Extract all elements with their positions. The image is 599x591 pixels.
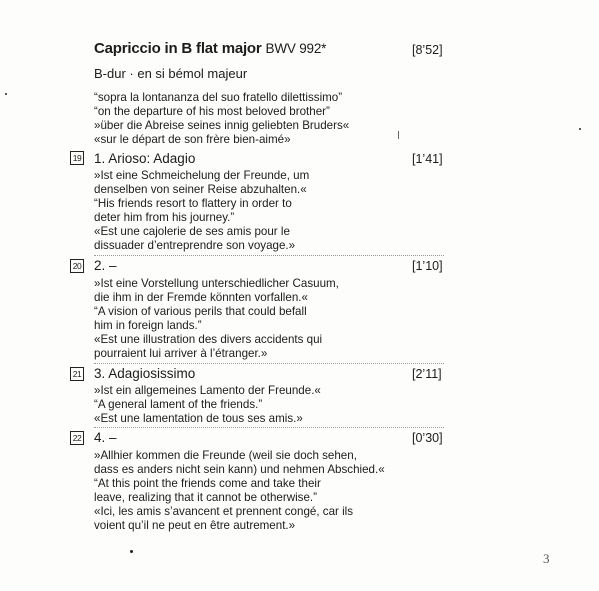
page-number: 3 [543,551,550,566]
track-text-line: “A general lament of the friends.” [94,398,263,411]
track-text-line: »Ist ein allgemeines Lamento der Freunde.« [94,384,321,397]
track-text-line: “At this point the friends come and take their [94,477,321,490]
scan-speck [5,93,7,95]
track-duration: [1’41] [412,152,443,166]
separator [94,363,444,364]
track-text-line: dass es anders nicht sein kann) und nehmen Abschied.« [94,463,385,476]
dedication-line: “on the departure of his most beloved brother” [94,105,330,118]
track-text-line: “His friends resort to flattery in order to [94,197,292,210]
track-text-line: pourraient lui arriver à l’étranger.» [94,347,268,360]
track-title: 4. – [94,430,117,445]
work-subtitle: B-dur · en si bémol majeur [94,66,248,81]
dedication-line: «sur le départ de son frère bien-aimé» [94,133,291,146]
track-text-line: »Allhier kommen die Freunde (weil sie doch sehen, [94,449,357,462]
track-text-line: »Ist eine Vorstellung unterschiedlicher Casuum, [94,277,339,290]
track-text-line: «Est une cajolerie de ses amis pour le [94,225,290,238]
work-title [94,40,326,57]
track-duration: [1’10] [412,259,443,273]
track-text-line: denselben von seiner Reise abzuhalten.« [94,183,307,196]
track-text-line: «Est une illustration des divers accidents qui [94,333,323,346]
track-number-badge: 21 [70,367,84,381]
scan-speck [130,550,133,553]
dedication-line: “sopra la lontananza del suo fratello dilettissimo” [94,91,343,104]
track-text-line: “A vision of various perils that could befall [94,305,307,318]
track-text-line: die ihm in der Fremde könnten vorfallen.« [94,291,308,304]
work-duration: [8’52] [412,43,443,57]
track-number-badge: 22 [70,431,84,445]
scan-speck [398,131,399,139]
track-text-line: «Ici, les amis s’avancent et prennent congé, car ils [94,505,354,518]
track-number-badge: 19 [70,151,84,165]
track-text-line: dissuader d’entreprendre son voyage.» [94,239,296,252]
catalog-number: BWV 992* [265,41,327,56]
track-text-line: voient qu’il ne peut en être autrement.» [94,519,296,532]
dedication-line: »über die Abreise seines innig geliebten Bruders« [94,119,350,132]
track-title: 1. Arioso: Adagio [94,151,196,166]
separator [94,427,444,428]
track-title: 3. Adagiosissimo [94,366,196,381]
track-title: 2. – [94,258,117,273]
track-duration: [0’30] [412,431,443,445]
track-text-line: leave, realizing that it cannot be otherwise.” [94,491,317,504]
track-text-line: «Est une lamentation de tous ses amis.» [94,412,303,425]
track-text-line: deter him from his journey.” [94,211,235,224]
separator [94,255,444,256]
track-duration: [2’11] [412,367,442,381]
work-title-text: Capriccio in B flat major [94,40,262,57]
track-text-line: him in foreign lands.” [94,319,202,332]
track-text-line: »Ist eine Schmeichelung der Freunde, um [94,169,310,182]
scan-speck [579,128,581,130]
track-number-badge: 20 [70,259,84,273]
